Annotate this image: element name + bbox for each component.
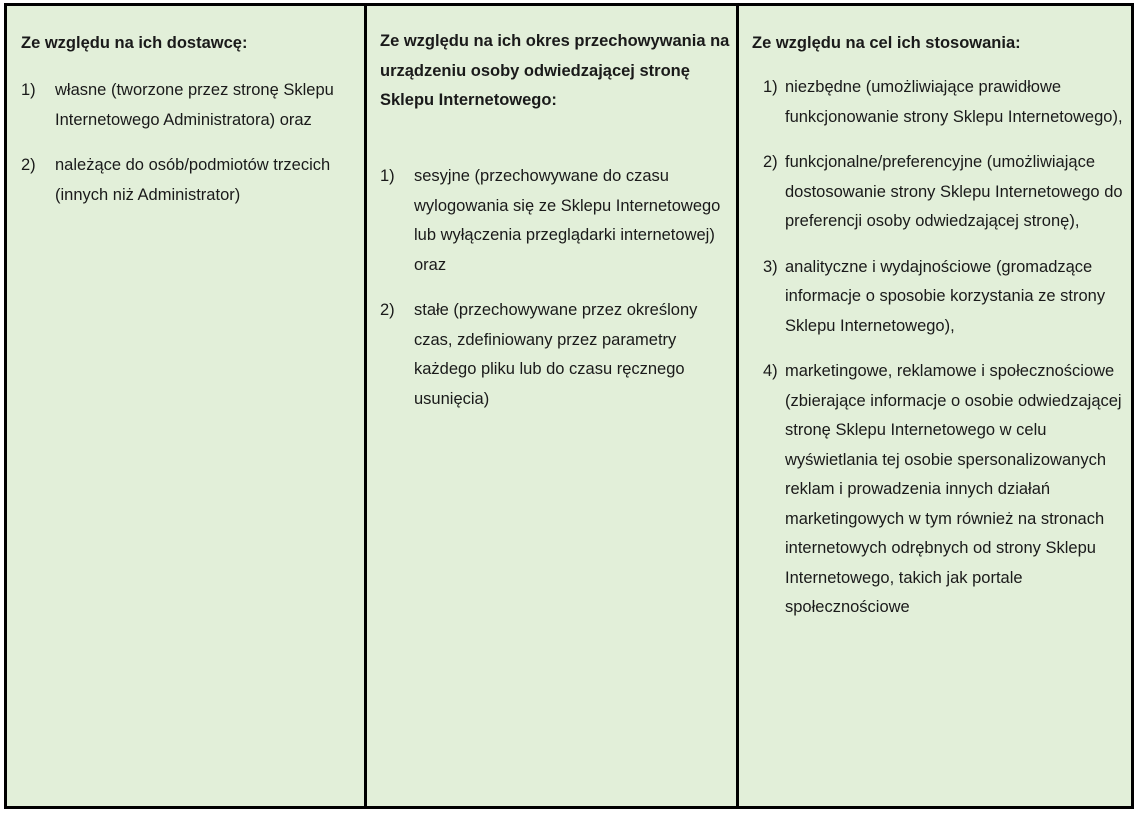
list-item: [380, 162, 730, 280]
item-number: 3): [763, 257, 778, 276]
list-item: [763, 73, 1123, 132]
list-item: [380, 296, 730, 414]
column-heading: Ze względu na ich dostawcę:: [21, 34, 248, 52]
item-list: [763, 73, 1123, 623]
list-item: [763, 357, 1123, 623]
cookie-classification-table: [4, 3, 1134, 809]
item-text: funkcjonalne/preferencyjne (umożliwiające dostosowanie strony Sklepu Internetowego do preferencji osoby odwiedzającej stronę),: [785, 153, 1123, 230]
list-item: [763, 148, 1123, 237]
item-number: 4): [763, 362, 778, 380]
list-item: [21, 76, 361, 135]
item-text: analityczne i wydajnościowe (gromadzące informacje o sposobie korzystania ze strony Sklepu Internetowego),: [785, 257, 1106, 335]
column-by-provider: [7, 6, 367, 806]
list-item: [763, 253, 1123, 342]
item-number: 2): [763, 153, 778, 171]
item-list: [380, 162, 730, 414]
column-heading: Ze względu na cel ich stosowania:: [752, 34, 1021, 52]
item-text: stałe (przechowywane przez określony czas, zdefiniowany przez parametry każdego pliku lub do czasu ręcznego usunięcia): [414, 301, 698, 408]
item-number: 1): [763, 78, 778, 96]
item-number: 2): [380, 301, 395, 319]
item-text: sesyjne (przechowywane do czasu wylogowania się ze Sklepu Internetowego lub wyłączenia przeglądarki internetowej) oraz: [414, 167, 721, 274]
item-text: niezbędne (umożliwiające prawidłowe funkcjonowanie strony Sklepu Internetowego),: [785, 78, 1123, 126]
item-number: 2): [21, 156, 36, 174]
column-by-purpose: [739, 6, 1131, 806]
column-by-storage-period: [367, 6, 739, 806]
item-text: marketingowe, reklamowe i społecznościowe (zbierające informacje o osobie odwiedzającej stronę Sklepu Internetowego w celu wyświetlania tej osobie spersonalizowanych reklam i prowadzenia innych działań marketingowych w tym również na stronach internetowych odrębnych od strony Sklepu Internetowego, takich jak portale społecznościowe: [785, 362, 1122, 616]
item-text: należące do osób/podmiotów trzecich (innych niż Administrator): [55, 156, 331, 204]
item-list: [21, 76, 361, 210]
item-number: 1): [380, 167, 395, 185]
list-item: [21, 151, 361, 210]
item-number: 1): [21, 81, 36, 99]
column-heading: Ze względu na ich okres przechowywania na urządzeniu osoby odwiedzającej stronę Sklepu Internetowego:: [380, 32, 730, 109]
item-text: własne (tworzone przez stronę Sklepu Internetowego Administratora) oraz: [55, 81, 334, 129]
